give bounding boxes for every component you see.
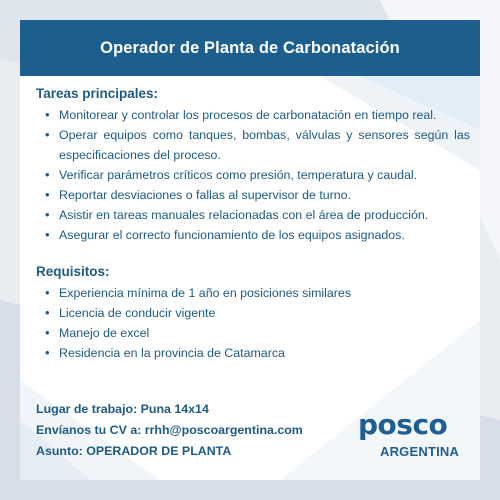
contact-info (36, 399, 303, 462)
header-bar (20, 20, 480, 76)
job-posting-card (20, 20, 480, 480)
list-item: • Residencia en la provincia de Catamarca (45, 343, 470, 363)
list-item: • Manejo de excel (45, 323, 470, 343)
logo-wordmark: posco (358, 408, 448, 441)
content (36, 86, 470, 363)
list-item: • Licencia de conducir vigente (45, 303, 470, 323)
list-item: • Verificar parámetros críticos como presión, temperatura y caudal. (45, 165, 470, 185)
logo-subtitle: ARGENTINA (380, 444, 460, 459)
list-item: • Reportar desviaciones o fallas al supervisor de turno. (45, 185, 470, 205)
list-item: • Asistir en tareas manuales relacionadas con el área de producción. (45, 205, 470, 225)
requirements-list (36, 283, 470, 363)
work-location: Lugar de trabajo: Puna 14x14 (36, 402, 209, 416)
list-item: • Asegurar el correcto funcionamiento de los equipos asignados. (45, 225, 470, 245)
page-title: Operador de Planta de Carbonatación (100, 38, 400, 57)
posco-logo (352, 408, 464, 460)
subject-line: Asunto: OPERADOR DE PLANTA (36, 444, 232, 458)
list-item: • Operar equipos como tanques, bombas, válvulas y sensores según las especificaciones del proceso. (45, 125, 470, 165)
list-item: • Monitorear y controlar los procesos de carbonatación en tiempo real. (45, 105, 470, 125)
requirements-title: Requisitos: (36, 264, 110, 279)
tasks-section (36, 86, 470, 245)
tasks-title: Tareas principales: (36, 86, 159, 101)
list-item: • Experiencia mínima de 1 año en posiciones similares (45, 283, 470, 303)
tasks-list (36, 105, 470, 245)
email-line[interactable]: Envíanos tu CV a: rrhh@poscoargentina.com (36, 423, 303, 437)
requirements-section (36, 264, 470, 363)
